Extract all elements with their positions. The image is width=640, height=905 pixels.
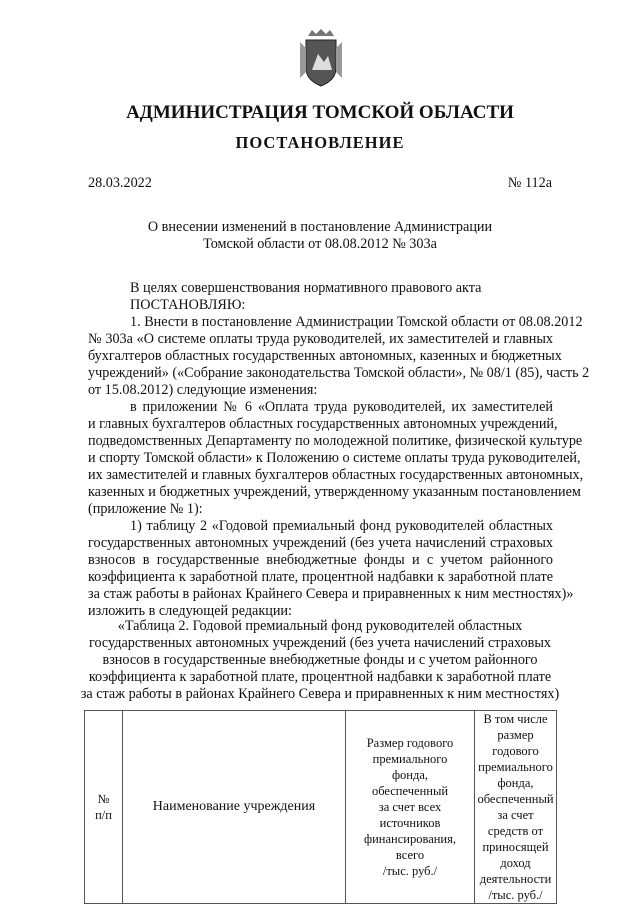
body-line: В целях совершенствования нормативного правового акта (130, 280, 482, 296)
caption-line: государственных автономных учреждений (без учета начислений страховых (89, 635, 551, 651)
table-header-row (85, 711, 557, 904)
header-total-fund: Размер годового премиального фонда, обеспеченный за счет всех источников финансирования, всего /тыс. руб./ (346, 711, 475, 904)
header-institution-name: Наименование учреждения (123, 711, 346, 904)
body-line: за стаж работы в районах Крайнего Севера и приравненных к ним местностях)» (88, 586, 574, 602)
body-line: коэффициента к заработной плате, процентной надбавки к заработной плате (88, 569, 553, 585)
body-line: 1) таблицу 2 «Годовой премиальный фонд руководителей областных (130, 518, 553, 534)
body-line: в приложении № 6 «Оплата труда руководителей, их заместителей (130, 399, 553, 415)
body-line: учреждений» («Собрание законодательства Томской области», № 08/1 (85), часть 2 (88, 365, 590, 381)
body-line: и спорту Томской области» к Положению о системе оплаты труда руководителей, (88, 450, 581, 466)
header-number: № п/п (85, 711, 123, 904)
body-line: (приложение № 1): (88, 501, 203, 517)
document-number: № 112а (507, 175, 552, 191)
caption-line: взносов в государственные внебюджетные фонды и с учетом районного (102, 652, 538, 668)
document-date: 28.03.2022 (88, 175, 152, 191)
body-line: взносов в государственные внебюджетные фонды и с учетом районного (88, 552, 553, 568)
body-line: государственных автономных учреждений (без учета начислений страховых (88, 535, 553, 551)
body-line: бухгалтеров областных государственных автономных, казенных и бюджетных (88, 348, 562, 364)
caption-line: коэффициента к заработной плате, процентной надбавки к заработной плате (88, 669, 552, 685)
document-type: ПОСТАНОВЛЕНИЕ (235, 133, 405, 152)
body-line: подведомственных Департаменту по молодежной политике, физической культуре (88, 433, 583, 449)
body-line: 1. Внести в постановление Администрации Томской области от 08.08.2012 (130, 314, 583, 330)
premium-fund-table (84, 710, 557, 904)
caption-line: «Таблица 2. Годовой премиальный фонд руководителей областных (117, 618, 523, 634)
body-line: ПОСТАНОВЛЯЮ: (130, 297, 246, 313)
subject-line: Томской области от 08.08.2012 № 303а (203, 236, 437, 252)
header-income-fund: В том числе размер годового премиального фонда, обеспеченный за счет средств от приносящей доход деятельности /тыс. руб./ (475, 711, 557, 904)
body-line: их заместителей и главных бухгалтеров областных государственных автономных, (88, 467, 584, 483)
subject-line: О внесении изменений в постановление Администрации (147, 219, 493, 235)
body-line: казенных и бюджетных учреждений, утвержденному указанным постановлением (88, 484, 581, 500)
body-line: изложить в следующей редакции: (88, 603, 292, 619)
organization-title: АДМИНИСТРАЦИЯ ТОМСКОЙ ОБЛАСТИ (126, 102, 514, 123)
caption-line: за стаж работы в районах Крайнего Севера и приравненных к ним местностях) (80, 686, 560, 702)
body-line: № 303а «О системе оплаты труда руководителей, их заместителей и главных (88, 331, 553, 347)
body-line: и главных бухгалтеров областных государственных автономных учреждений, (88, 416, 558, 432)
body-line: от 15.08.2012) следующие изменения: (88, 382, 318, 398)
coat-of-arms-icon (298, 28, 344, 90)
